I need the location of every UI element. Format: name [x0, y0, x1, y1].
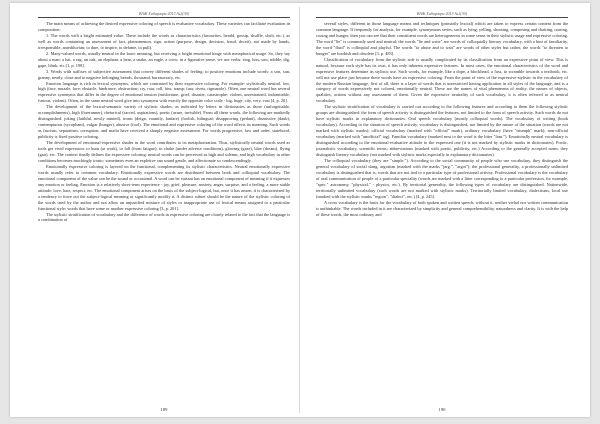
paragraph: The main means of achieving the desired expressive coloring of speech is evaluative vocabulary. These varieties can facilitate evaluation in composition:	[38, 21, 290, 32]
paragraph: The stylistic stratification of vocabulary is carried out according to the following features and according to them the following stylistic groups are distinguished: the form of speech activity is distinguished the features, not limited to the form of speech activity. Such words do not have stylistic marks in explanatory dictionaries. Oral speech vocabulary (mostly colloquial words). The vocabulary of writing (book vocabulary). According to the situation of speech activity, vocabulary is distinguished, not limited by the nature of the situation (words are not marked with stylistic marks); official vocabulary (marked with "official" mark), ordinary vocabulary (have "triumph" mark); non-official vocabulary (marked with "unofficial" tag). Familiar vocabulary (marked next to the word is the litter "fam."). Emotionally neutral vocabulary is distinguished according to the emotional-evaluative attitude to the expressed one (it is not marked by stylistic marks in dictionaries). Poetic, journalistic vocabulary, scientific terms; abbreviations (marked with poetic, publicity, etc.) According to the generally accepted norm, they distinguish literary vocabulary (not marked with stylistic marks especially in explanatory dictionaries).	[316, 104, 568, 157]
left-page-body	[38, 21, 290, 413]
paragraph: The colloquial vocabulary (they are "simple."). According to the social community of people who use vocabulary, they distinguish the general vocabulary of social slang, argotism (marked with the marks "jarg.", "argot"); the professional generality, a professionally unlimited vocabulary is distinguished that is, words that are not tied to a particular type of professional activity. Professional vocabulary is the vocabulary of oral communication of people of a particular speciality (words are marked with a litter corresponding to a particular profession, for example, "spec." astronomy, "physical." - physics, etc.). By territorial generality, the following types of vocabulary are distinguished. Nationwide, territorially unlimited vocabulary (such words are not marked with stylistic marks). Territorially limited vocabulary, dialectisms, local use (marked with the stylistic marks "region", "dialect", etc.) [4, p. 245].	[316, 157, 568, 199]
paragraph: A cross vocabulary is the basis for the vocabulary of both spoken and written speech; without it, neither verbal nor written communication is unthinkable. The words included in it are characterized by simplicity and general comprehensibility, naturalness and clarity. It is with the help of these words, the most ordinary and	[316, 199, 568, 217]
paragraph: Emotionally expressive coloring is layered on the functional, complementing its stylistic characteristics. Neutral emotionally expressive words usually refer to common vocabulary. Emotionally expressive words are distributed between book and colloquial vocabulary. The emotional component of the value can be the sound or occasional. A word can be variant has an emotional component of meaning if it expresses any emotion or feeling. Emotion is a relatively short-term experience - joy, grief, pleasure, anxiety, anger, surprise, and a feeling, a more stable attitude: love, hate, respect, etc. The emotional component arises on the basis of the subject-logical, but, once it has arisen, it is characterized by a tendency to force out the subject-logical meaning or significantly modify it. A distinct subset should be the nature of the stylistic coloring of the words used by the author and not allow an unjustified mixture of styles or inappropriate use of lexical means assigned to a particular functional style; words that have some or another expressive coloring [3, p. 201].	[38, 163, 290, 211]
paragraph: The development of the lexical-semantic variety of stylistic shades, as indicated by letters in dictionaries as those (unforgettable, accomplishments), high (forerunner), rhetorical (sacred, aspirations), poetic (azure, invisible). From all these words, the following are markedly distinguished: joking (faithful, newly minted), ironic (deign, vauntily, fanfare) (foolish, bilingual; disapproving (pedant), dismissive (daub), contemptuous (sycophant), vulgar (hunger), abusive (fool). The emotional and expressive coloring of the word affects its meaning. Such words as fascism, separatism, corruption, and mafia have received a sharply negative assessment. For words progressive, law and order, statehood, publicity is fixed positive coloring.	[38, 104, 290, 140]
paragraph: The stylistic stratification of vocabulary and the difference of words in expressive coloring are closely related to the fact that the language is a combination of	[38, 211, 290, 223]
paragraph: Classification of vocabulary from the stylistic side is usually complicated by its classification from an expressive point of view. This is natural, because each style has its own, it has only inherent expressive features. In most cases, the emotional characteristics of the word and expressive features determine its stylistic use. Such words, for example, like a dope, a blockhead, a fuss, to scramble towards a textbook, etc. will not use place just because these words have an expressive coloring. From the point of view of the expressive-stylistic in the vocabulary of the modern Russian language, first of all, there is a layer of words that is unrestricted having application in all styles of the language, and is a category of words expressively not colored, emotionally neutral. These are the names of vital phenomena of reality, the names of objects, qualities, actions without any assessment of them. Given the expressive neutrality of such vocabulary, it is often referred to as neutral vocabulary.	[316, 56, 568, 104]
paragraph: Emotion language is rich in lexical synonyms, which are contrasted by their expressive coloring. For example: stylistically neutral, low, high (face, muzzle, face; obstacle, hindrance, obstruction; cry, roar, roll, hiss; tramp; fuss; rivets, rigmarole). Often, one neutral word has several expressive synonyms that differ in the degree of emotional tension (misfortune, grief, disaster, catastrophe; violent, unrestrained, indomitable, furious, violent). Often, in the same neutral word give into synonyms with exactly the opposite color scale - big, huge, city, very, vast [4, p. 20].	[38, 80, 290, 104]
paragraph: The development of emotional-expressive shades in the word contributes to its metaphorization. Thus, stylistically neutral words used as tools get vivid expression: to burn (at work), to fall (from fatigue), to choke (under adverse conditions), glowing (gaze), blue (dream), flying (gait), etc. The context finally defines the expressive coloring: neutral words can be perceived as high and solemn, and high vocabulary in other conditions becomes mockingly ironic; sometimes even an expletive can sound gentle, and affectionate so condescendingly.	[38, 140, 290, 163]
paragraph: 2. Many-valued words, usually neutral in the basic meaning, but receiving a bright emotional hinge with metaphorical usage. So, they say about a man: a hat, a rag, an oak, an elephant, a bear, a snake, an eagle, a crow; in a figurative sense, we use verbs: sing, hiss, saw, nibble, dig, gape, blink, etc.[1, p. 198].	[38, 50, 290, 68]
paragraph: 1. The words with a bright estimated value. These include the words as characteristics (favourites, herald, gossip, shuffle, sloth, etc.), as well as words containing an assessment of fact, phenomenon, sign, action (purpose, design, decision, fraud, deceit), not made by hands, irresponsible, antediluvian; to dare, to inspire, to defame, to pull).	[38, 32, 290, 50]
left-page	[10, 3, 300, 417]
page-number-right: 190	[438, 407, 446, 412]
running-head-right: ВАЖ Хабарлари 2013 №2(30)	[316, 11, 568, 18]
right-page	[300, 3, 590, 417]
paragraph: several styles, different in those language means and techniques (primarily lexical) which are taken to express certain content from the common language. If frequently for analysis, for example, synonymous series, such as lying, yelling, shouting, composing and chatting, roaring, cooing and hunger, then you can see that their constituent words are heterogeneous in some sense in their stylistic usage and expressive coloring. The word "lie" is commonly used and neutral; the words "lie and write" are words of colloquially literary vocabulary, with a hint of familiarity, the word "fluid" is colloquial and playful. The words "to abuse and to wait" are words of other styles but rather, the words "to threaten to hunger" are bookish and obsolete [3, p. 483].	[316, 21, 568, 56]
book-spread	[10, 3, 590, 417]
paragraph: 3. Words with suffixes of subjective assessment that convey different shades of feeling: to positive emotions include words: a son, sun, granny, neatly, close and to negative belonging beards, thousand, bureaucracy, etc.	[38, 68, 290, 80]
page-number-left: 189	[160, 407, 168, 412]
running-head-left: ВАЖ Хабарлари 2013 №2(30)	[38, 11, 290, 18]
right-page-body	[316, 21, 568, 413]
